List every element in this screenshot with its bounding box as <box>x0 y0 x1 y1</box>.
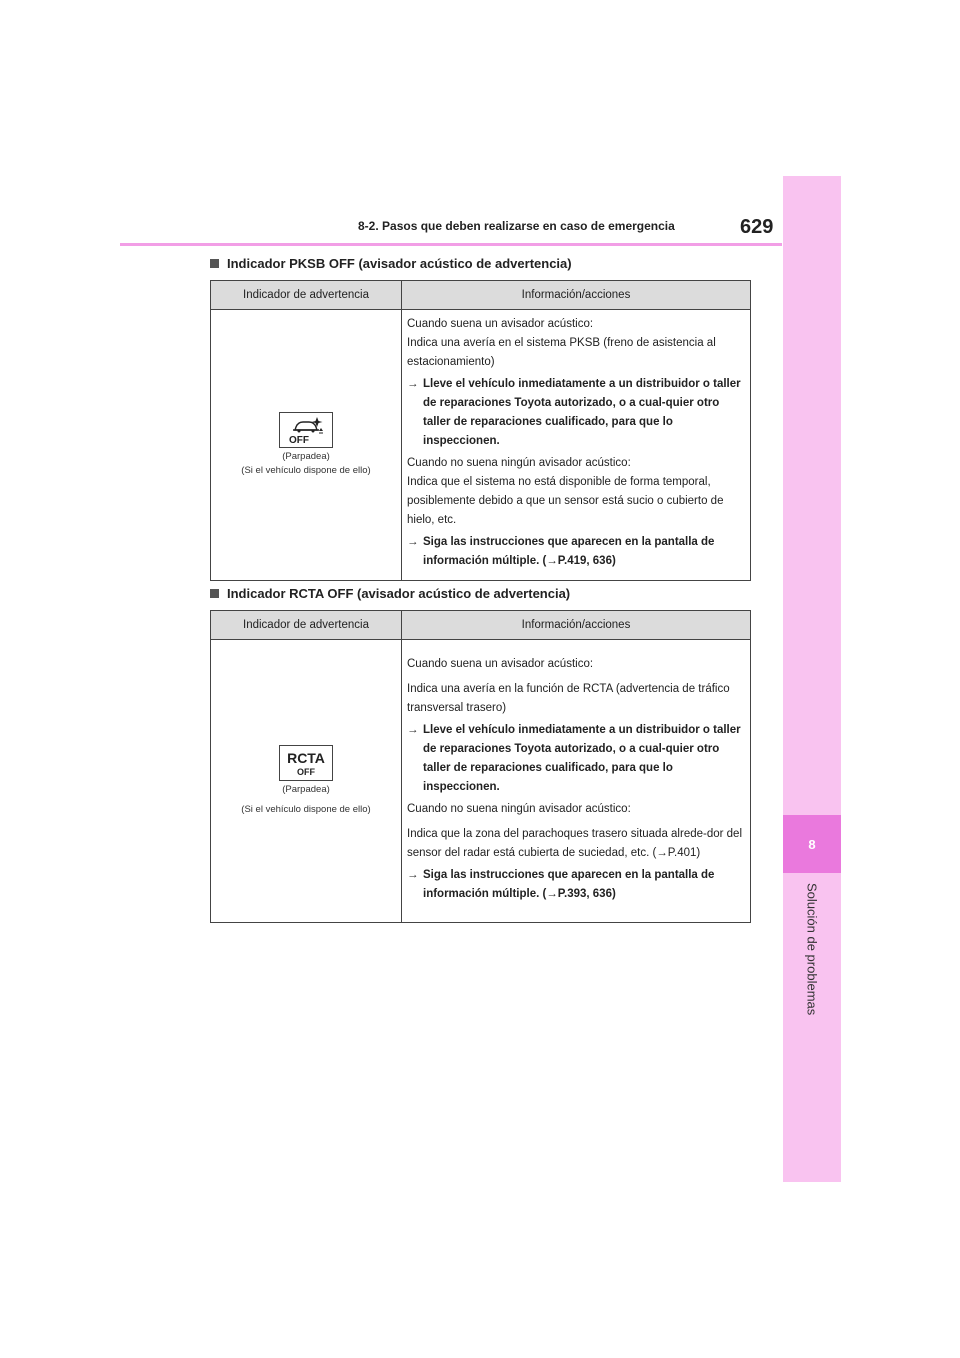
column-header: Indicador de advertencia <box>211 281 402 310</box>
square-bullet-icon <box>210 259 219 268</box>
side-tab <box>783 176 841 1182</box>
pksb-warning-table <box>210 280 751 581</box>
info-cell <box>402 310 751 581</box>
header-divider <box>120 243 782 246</box>
svg-text:RCTA: RCTA <box>287 750 325 766</box>
indicator-note: (Parpadea) <box>282 784 330 795</box>
indicator-cell <box>211 640 402 923</box>
column-header: Información/acciones <box>402 611 751 640</box>
info-line: Indica una avería en la función de RCTA (advertencia de tráfico transversal trasero) <box>407 682 730 714</box>
rcta-warning-table <box>210 610 751 923</box>
column-header: Indicador de advertencia <box>211 611 402 640</box>
info-cell <box>402 640 751 923</box>
action-line <box>407 866 744 904</box>
rcta-off-icon <box>279 745 333 781</box>
info-line: Indica que la zona del parachoques trasero situada alrede-dor del sensor del radar está cubierta de suciedad, etc. (→P.401) <box>407 827 742 859</box>
section-heading-text: Indicador RCTA OFF (avisador acústico de advertencia) <box>227 586 571 601</box>
indicator-note: (Si el vehículo dispone de ello) <box>241 465 371 476</box>
arrow-icon: → <box>407 536 419 548</box>
section-heading-pksb <box>210 256 572 271</box>
action-text: Lleve el vehículo inmediatamente a un distribuidor o taller de reparaciones Toyota autorizado, o a cual-quier otro taller de reparaciones cualificado, para que lo inspeccionen. <box>423 378 741 447</box>
chapter-title: Solución de problemas <box>804 883 820 1016</box>
chapter-number: 8 <box>783 815 841 873</box>
action-line <box>407 721 744 797</box>
page-number: 629 <box>740 216 774 238</box>
info-line: Cuando no suena ningún avisador acústico: <box>407 802 631 815</box>
section-heading-rcta <box>210 586 570 601</box>
info-line: Indica que el sistema no está disponible de forma temporal, posiblemente debido a que un sensor está sucio o cubierto de hielo, etc. <box>407 476 724 526</box>
indicator-note: (Parpadea) <box>282 451 330 462</box>
square-bullet-icon <box>210 589 219 598</box>
info-line: Cuando suena un avisador acústico: <box>407 318 594 330</box>
action-text: Lleve el vehículo inmediatamente a un distribuidor o taller de reparaciones Toyota autorizado, o a cual-quier otro taller de reparaciones cualificado, para que lo inspeccionen. <box>423 723 741 793</box>
arrow-icon: → <box>407 378 419 390</box>
svg-text:OFF: OFF <box>289 435 309 446</box>
svg-text:OFF: OFF <box>297 767 315 777</box>
action-text: Siga las instrucciones que aparecen en la pantalla de información múltiple. (→P.393, 636) <box>423 868 715 900</box>
info-line: Cuando no suena ningún avisador acústico: <box>407 457 631 469</box>
indicator-cell <box>211 310 402 581</box>
info-line: Indica una avería en el sistema PKSB (freno de asistencia al estacionamiento) <box>407 337 716 368</box>
pksb-off-icon <box>279 412 333 448</box>
action-line <box>407 533 744 571</box>
column-header: Información/acciones <box>402 281 751 310</box>
section-heading-text: Indicador PKSB OFF (avisador acústico de advertencia) <box>227 256 572 271</box>
arrow-icon: → <box>407 868 419 881</box>
action-line <box>407 375 744 451</box>
indicator-note: (Si el vehículo dispone de ello) <box>241 804 371 815</box>
info-line: Cuando suena un avisador acústico: <box>407 657 594 670</box>
action-text: Siga las instrucciones que aparecen en la pantalla de información múltiple. (→P.419, 636) <box>423 536 715 567</box>
section-title: 8-2. Pasos que deben realizarse en caso de emergencia <box>358 219 675 233</box>
arrow-icon: → <box>407 723 419 736</box>
